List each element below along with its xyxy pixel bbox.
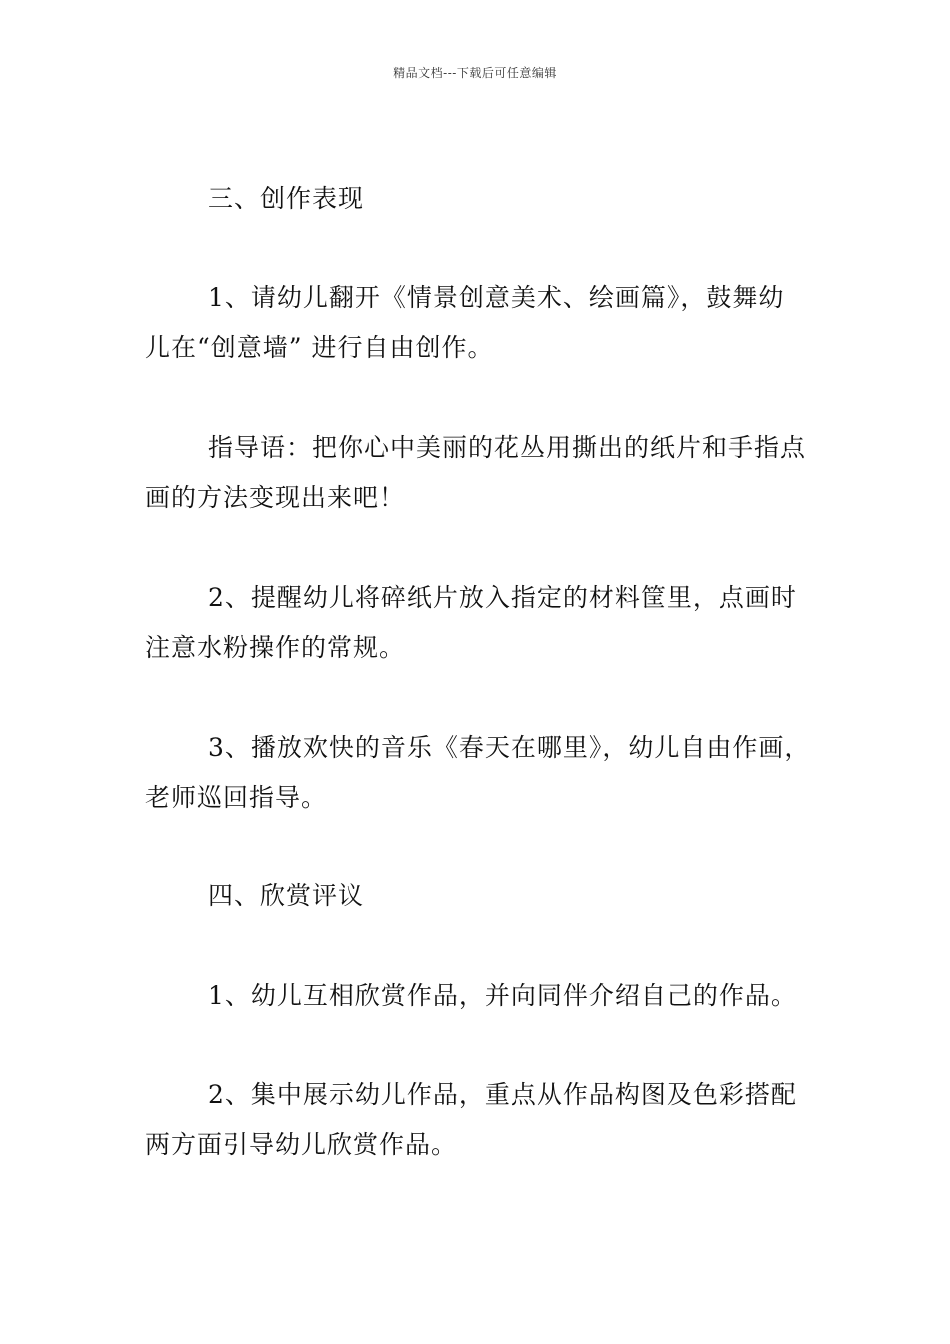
paragraph-line: 两方面引导幼儿欣赏作品。 <box>145 1130 458 1159</box>
paragraph-line: 2、集中展示幼儿作品，重点从作品构图及色彩搭配 <box>208 1080 797 1109</box>
paragraph-appreciation-1 <box>145 971 815 1021</box>
paragraph-line: 注意水粉操作的常规。 <box>145 633 406 662</box>
paragraph-guidance <box>145 423 815 523</box>
section-heading-appreciation <box>145 871 815 921</box>
paragraph-line: 1、幼儿互相欣赏作品，并向同伴介绍自己的作品。 <box>208 981 797 1010</box>
paragraph-line: 三、创作表现 <box>208 184 365 213</box>
paragraph-line: 3、播放欢快的音乐《春天在哪里》，幼儿自由作画， <box>208 733 811 762</box>
paragraph-line: 画的方法变现出来吧！ <box>145 483 406 512</box>
section-heading-creation <box>145 174 815 224</box>
paragraph-step-2 <box>145 573 815 673</box>
paragraph-step-1 <box>145 273 815 373</box>
paragraph-line: 老师巡回指导。 <box>145 783 328 812</box>
paragraph-line: 指导语：把你心中美丽的花丛用撕出的纸片和手指点 <box>208 433 807 462</box>
paragraph-line: 1、请幼儿翻开《情景创意美术、绘画篇》，鼓舞幼 <box>208 283 785 312</box>
paragraph-appreciation-2 <box>145 1070 815 1170</box>
paragraph-line: 2、提醒幼儿将碎纸片放入指定的材料筐里，点画时 <box>208 583 797 612</box>
page-header: 精品文档---下载后可任意编辑 <box>393 66 557 80</box>
paragraph-line: 四、欣赏评议 <box>208 881 365 910</box>
paragraph-line: 儿在“创意墙” 进行自由创作。 <box>145 333 494 362</box>
paragraph-step-3 <box>145 723 815 823</box>
